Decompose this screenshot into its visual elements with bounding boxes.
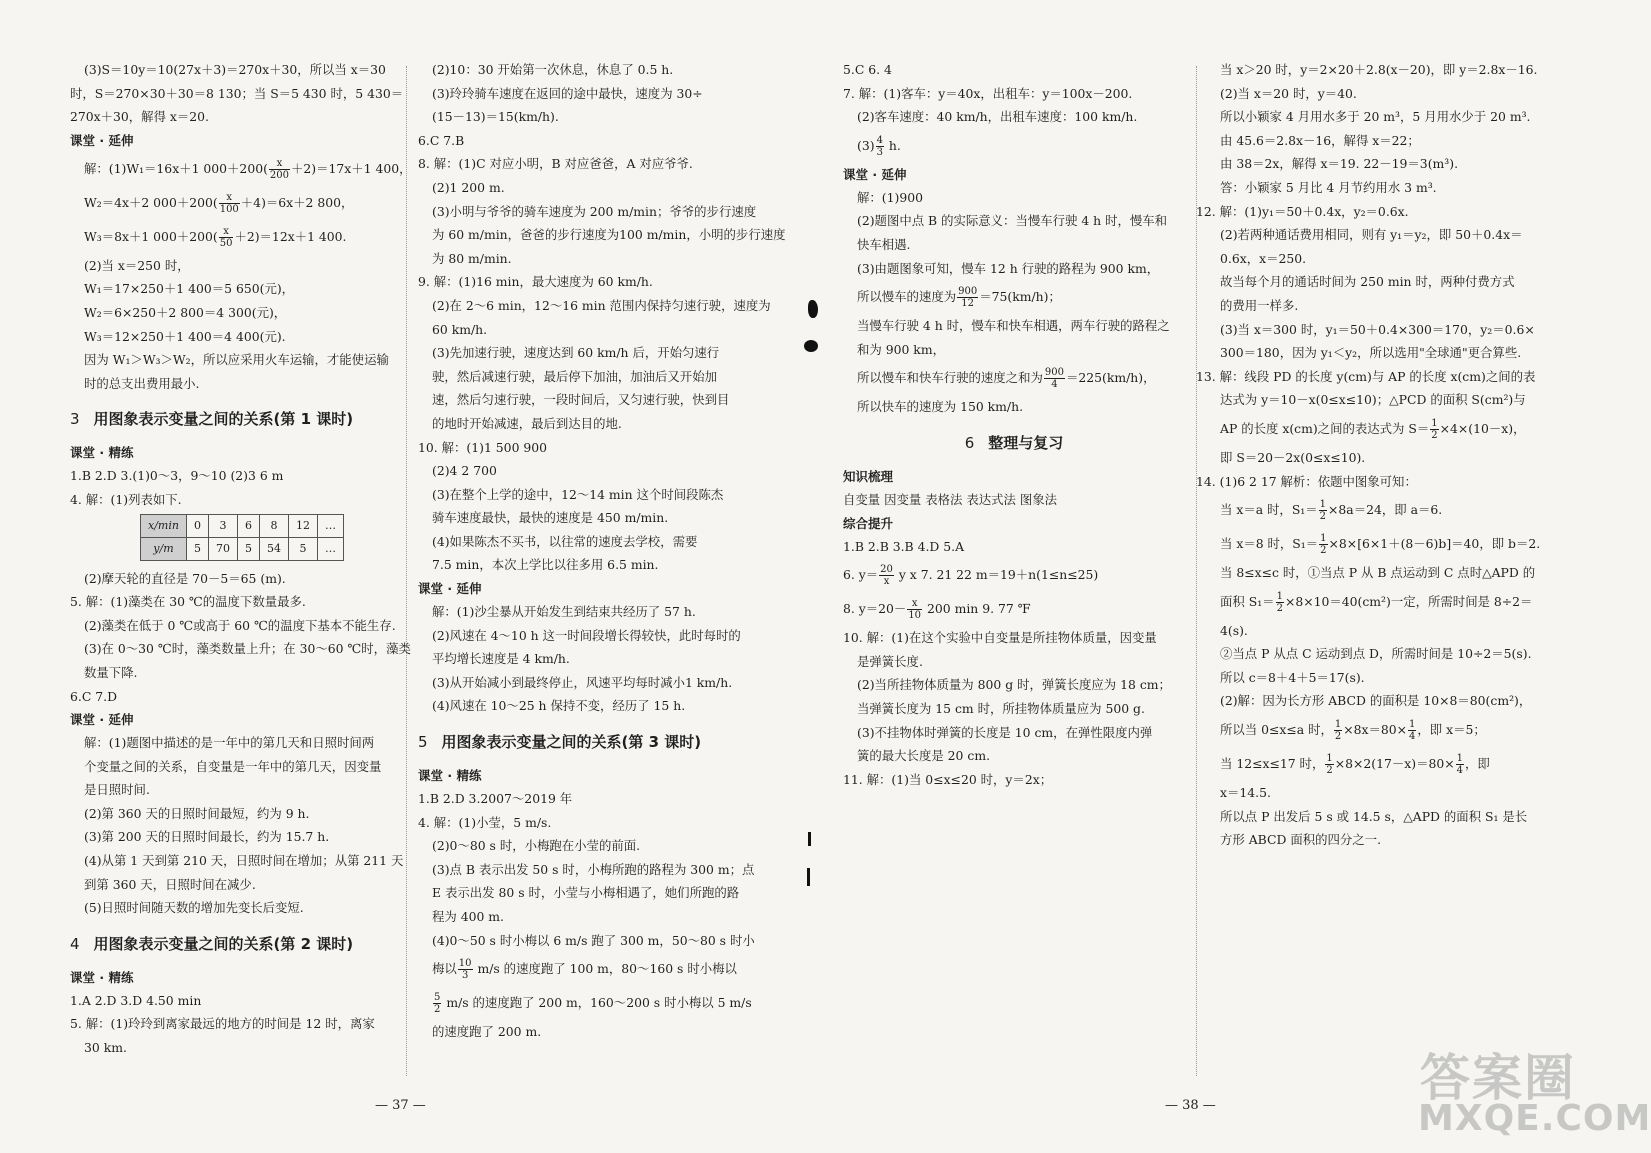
text-line: 达式为 y＝10－x(0≤x≤10)；△PCD 的面积 S(cm²)与 [1220, 392, 1526, 408]
text-line: (2)客车速度：40 km/h，出租车速度：100 km/h. [857, 109, 1138, 125]
formula-line [1220, 747, 1565, 781]
text-line: 因为 W₁＞W₃＞W₂，所以应采用火车运输，才能使运输 [84, 352, 389, 368]
text-line: (3)玲玲骑车速度在返回的途中最快，速度为 30÷ [432, 85, 703, 101]
text-span: ，即 x＝5； [1417, 722, 1486, 738]
text-line: (3)不挂物体时弹簧的长度是 10 cm，在弹性限度内弹 [857, 724, 1153, 740]
text-line: 0.6x，x＝250. [1220, 250, 1307, 266]
numerator: x [269, 158, 290, 170]
text-span: 8. y＝20－ [843, 601, 907, 617]
text-line: 由 38＝2x，解得 x＝19. 22－19＝3(m³). [1220, 156, 1459, 172]
text-line: ②当点 P 从点 C 运动到点 D，所需时间是 10÷2＝5(s). [1220, 646, 1532, 662]
formula-line [1220, 493, 1565, 527]
denominator: x [883, 576, 890, 588]
text-line: 时的总支出费用最小. [84, 375, 200, 391]
formula-line [843, 592, 1185, 626]
lesson-title: 用图象表示变量之间的关系(第 2 课时) [93, 934, 354, 953]
text-span: ＋2)＝12x＋1 400. [234, 228, 347, 244]
fraction [879, 564, 894, 587]
text-span: W₂＝4x＋2 000＋200( [84, 194, 218, 210]
table-row [141, 537, 344, 560]
binding-mark [807, 868, 810, 886]
text-line: 程为 400 m. [432, 909, 504, 924]
answer-line: 6.C 7.D [70, 688, 117, 704]
text-line: (2)摩天轮的直径是 70－5＝65 (m). [84, 570, 286, 586]
text-line: 时，S＝270×30＋30＝8 130；当 S＝5 430 时，5 430＝ [70, 85, 404, 101]
formula-line [70, 152, 412, 186]
text-span: y x 7. 21 22 m＝19＋n(1≤n≤25) [894, 567, 1099, 583]
page-number-right: — 38 — [1165, 1098, 1216, 1113]
text-line: (3)在整个上学的途中，12～14 min 这个时间段陈杰 [432, 486, 724, 502]
answer-line: 9. 解：(1)16 min，最大速度为 60 km/h. [418, 274, 653, 290]
lesson-heading [843, 425, 1185, 461]
text-span: ×8a＝24，即 a＝6. [1328, 502, 1443, 518]
fraction [1456, 753, 1464, 776]
lesson-number: 3 [70, 410, 80, 429]
text-line: 的地时开始减速，最后到达目的地. [432, 415, 622, 431]
text-line: 即 S＝20－2x(0≤x≤10). [1220, 449, 1366, 465]
denominator: 4 [1051, 379, 1058, 391]
section-label: 课堂 · 精练 [70, 969, 134, 985]
text-span: ，即 [1464, 756, 1490, 772]
text-span: ×8x＝80× [1343, 722, 1408, 738]
denominator: 200 [269, 169, 290, 181]
denominator: 4 [1456, 765, 1463, 777]
text-span: h. [884, 137, 901, 153]
text-line: 270x＋30，解得 x＝20. [70, 109, 209, 125]
table-cell: 5 [237, 537, 259, 560]
text-line: 故当每个月的通话时间为 250 min 时，两种付费方式 [1220, 274, 1515, 290]
formula-line [843, 361, 1185, 395]
fraction [907, 598, 922, 621]
fraction [1319, 533, 1327, 556]
numerator: x [219, 226, 234, 238]
text-span: m/s 的速度跑了 100 m，80～160 s 时小梅以 [473, 961, 737, 977]
column-1 [70, 58, 412, 1060]
text-line: (3)当 x＝300 时，y₁＝50＋0.4×300＝170，y₂＝0.6× [1220, 321, 1535, 337]
text-line: (2)第 360 天的日照时间最短，约为 9 h. [84, 805, 310, 821]
fraction [269, 158, 290, 181]
fraction [1325, 753, 1333, 776]
table-cell: 3 [208, 514, 237, 537]
text-line: 是弹簧长度. [857, 653, 923, 669]
answer-line: 5. 解：(1)藻类在 30 ℃的温度下数量最多. [70, 594, 306, 610]
text-span: 200 min 9. 77 ℉ [923, 601, 1031, 617]
text-line: 解：(1)900 [857, 189, 923, 205]
denominator: 2 [1319, 511, 1327, 523]
formula-line [418, 952, 758, 986]
text-span: m/s 的速度跑了 200 m，160～200 s 时小梅以 5 m/s [442, 995, 752, 1011]
text-line: 60 km/h. [432, 321, 488, 337]
fraction [1408, 719, 1416, 742]
denominator: 2 [1276, 602, 1283, 614]
formula-line [1220, 713, 1565, 747]
lesson-title: 整理与复习 [988, 433, 1064, 452]
answer-line: 14. (1)6 2 17 解析：依题中图象可知： [1196, 473, 1417, 489]
text-line: (2)0～80 s 时，小梅跑在小莹的前面. [432, 838, 641, 854]
table-cell: 8 [259, 514, 288, 537]
text-line: (3)第 200 天的日照时间最长，约为 15.7 h. [84, 829, 330, 845]
text-line: (3)由题图象可知，慢车 12 h 行驶的路程为 900 km， [857, 260, 1160, 276]
answer-line: 12. 解：(1)y₁＝50＋0.4x，y₂＝0.6x. [1196, 203, 1409, 219]
formula-line [70, 186, 396, 220]
text-span: AP 的长度 x(cm)之间的表达式为 S＝ [1220, 420, 1430, 436]
formula-line [843, 129, 1185, 163]
numerator: 1 [1326, 753, 1333, 765]
text-line: (2)当所挂物体质量为 800 g 时，弹簧长度应为 18 cm； [857, 677, 1171, 693]
answer-line: 8. 解：(1)C 对应小明，B 对应爸爸，A 对应爷爷. [418, 156, 693, 172]
denominator: 12 [961, 298, 975, 310]
text-line: 是日照时间. [84, 782, 150, 798]
text-span: ×4×(10－x)， [1439, 420, 1526, 436]
section-label: 课堂 · 延伸 [843, 166, 907, 182]
text-line: (2)在 2～6 min，12～16 min 范围内保持匀速行驶，速度为 [432, 297, 771, 313]
text-line: 簧的最大长度是 20 cm. [857, 748, 991, 764]
answer-line: 11. 解：(1)当 0≤x≤20 时，y＝2x； [843, 771, 1053, 787]
watermark-logo: 答案圈 [1420, 1049, 1576, 1107]
answer-line: 10. 解：(1)1 500 900 [418, 439, 548, 455]
fraction [876, 135, 884, 158]
text-span: ＝225(km/h)， [1065, 370, 1156, 386]
text-line: (2)4 2 700 [432, 463, 497, 479]
text-line: 的费用一样多. [1220, 297, 1299, 313]
text-line: (4)如果陈杰不买书，以往常的速度去学校，需要 [432, 533, 698, 549]
numerator: 1 [1320, 533, 1327, 545]
text-span: 解：(1)W₁＝16x＋1 000＋200( [84, 160, 268, 176]
numerator: 4 [876, 134, 883, 146]
formula-line [1220, 585, 1565, 619]
text-line: (2)风速在 4～10 h 这一时间段增长得较快，此时每时的 [432, 627, 741, 643]
text-span: (3) [857, 137, 875, 153]
section-label: 课堂 · 精练 [418, 768, 482, 784]
text-line: 为 80 m/min. [432, 250, 512, 266]
text-span: 当 x＝8 时，S₁＝ [1220, 536, 1319, 552]
answer-line: 1.B 2.D 3.(1)0～3，9～10 (2)3 6 m [70, 468, 284, 484]
text-line: 到第 360 天，日照时间在减少. [84, 876, 256, 892]
fraction [1319, 499, 1327, 522]
table-cell: 54 [259, 537, 288, 560]
formula-line [70, 220, 396, 254]
answer-line: 6.C 7.B [418, 132, 465, 148]
answer-line: 5. 解：(1)玲玲到离家最远的地方的时间是 12 时，离家 [70, 1016, 375, 1032]
denominator: 3 [876, 146, 883, 158]
text-line: (2)1 200 m. [432, 179, 505, 195]
numerator: 20 [880, 564, 893, 576]
column-2 [418, 58, 786, 1044]
denominator: 3 [461, 970, 469, 982]
lesson-number: 4 [70, 934, 80, 953]
text-line: 骑车速度最快，最快的速度是 450 m/min. [432, 510, 669, 526]
text-line: 所以快车的速度为 150 km/h. [857, 399, 1024, 415]
binding-mark [804, 340, 818, 352]
fraction [957, 286, 978, 309]
formula-line [1220, 527, 1565, 561]
denominator: 2 [1326, 765, 1333, 777]
text-line: 30 km. [84, 1040, 127, 1056]
text-line: 答：小颖家 5 月比 4 月节约用水 3 m³. [1220, 179, 1437, 195]
text-span: 面积 S₁＝ [1220, 593, 1275, 609]
numerator: 1 [1456, 753, 1463, 765]
text-span: ＋2)＝17x＋1 400， [291, 160, 412, 176]
text-line: (2)解：因为长方形 ABCD 的面积是 10×8＝80(cm²)， [1220, 693, 1532, 709]
formula-line [1220, 412, 1565, 446]
text-span: ×8×10＝40(cm²)一定，所需时间是 8÷2＝ [1284, 593, 1533, 609]
text-line: 自变量 因变量 表格法 表达式法 图象法 [843, 491, 1058, 507]
section-label: 知识梳理 [843, 468, 894, 484]
fraction [1334, 719, 1342, 742]
text-line: (15－13)＝15(km/h). [432, 109, 559, 125]
text-line: 300＝180，因为 y₁＜y₂，所以选用"全球通"更合算些. [1220, 345, 1522, 361]
text-span: 6. y＝ [843, 567, 879, 583]
fraction [458, 958, 473, 981]
text-line: (3)从开始减小到最终停止，风速平均每时减小1 km/h. [432, 674, 733, 690]
binding-mark [808, 300, 818, 318]
text-line: 当弹簧长度为 15 cm 时，所挂物体质量应为 500 g. [857, 700, 1145, 716]
fraction [1430, 418, 1438, 441]
section-label: 课堂 · 延伸 [70, 132, 134, 148]
text-line: x＝14.5. [1220, 785, 1271, 801]
text-line: 快车相遇. [857, 236, 911, 252]
text-line: 当慢车行驶 4 h 时，慢车和快车相遇，两车行驶的路程之 [857, 318, 1170, 334]
text-line: 当 8≤x≤c 时，①当点 P 从 B 点运动到 C 点时△APD 的 [1220, 565, 1536, 581]
fraction [219, 226, 234, 249]
value-table [140, 514, 344, 561]
table-cell: 70 [208, 537, 237, 560]
table-cell: 0 [186, 514, 208, 537]
formula-line [843, 280, 1185, 314]
answer-line: 13. 解：线段 PD 的长度 y(cm)与 AP 的长度 x(cm)之间的表 [1196, 368, 1536, 384]
fraction [219, 192, 240, 215]
answer-line: 10. 解：(1)在这个实验中自变量是所挂物体质量，因变量 [843, 630, 1157, 646]
answer-line: 1.A 2.D 3.D 4.50 min [70, 992, 202, 1008]
text-line: (2)藻类在低于 0 ℃或高于 60 ℃的温度下基本不能生存. [84, 617, 396, 633]
text-span: ×8×[6×1＋(8－6)b]＝40，即 b＝2. [1328, 536, 1541, 552]
text-span: 当 12≤x≤17 时， [1220, 756, 1325, 772]
text-line: E 表示出发 80 s 时，小莹与小梅相遇了，她们所跑的路 [432, 885, 740, 901]
text-line: 个变量之间的关系，自变量是一年中的第几天，因变量 [84, 758, 382, 774]
table-header: y/m [141, 537, 187, 560]
text-span: ＋4)＝6x＋2 800， [240, 194, 354, 210]
watermark-url: MXQE.COM [1418, 1098, 1651, 1139]
answer-line: 1.B 2.D 3.2007～2019 年 [418, 791, 573, 807]
denominator: 100 [219, 203, 239, 215]
text-line: 平均增长速度是 4 km/h. [432, 651, 570, 667]
text-line: (2)题图中点 B 的实际意义：当慢车行驶 4 h 时，慢车和 [857, 213, 1168, 229]
numerator: 900 [958, 286, 978, 298]
answer-line: 4. 解：(1)小莹，5 m/s. [418, 814, 552, 830]
text-line: (2)当 x＝250 时， [84, 257, 190, 273]
section-label: 课堂 · 延伸 [70, 712, 134, 728]
text-line: (3)S＝10y＝10(27x＋3)＝270x＋30，所以当 x＝30 [84, 62, 386, 77]
numerator: 1 [1334, 719, 1342, 731]
numerator: 5 [434, 992, 441, 1004]
text-line: (3)在 0～30 ℃时，藻类数量上升；在 30～60 ℃时，藻类 [84, 641, 411, 657]
binding-mark [808, 832, 811, 846]
table-row [141, 514, 344, 537]
lesson-number: 5 [418, 733, 428, 752]
fraction [1044, 367, 1065, 390]
text-line: (2)若两种通话费用相同，则有 y₁＝y₂，即 50＋0.4x＝ [1220, 227, 1523, 243]
formula-line [843, 558, 1185, 592]
text-line: 7.5 min，本次上学比以往多用 6.5 min. [432, 557, 659, 573]
table-cell: 6 [237, 514, 259, 537]
denominator: 10 [908, 610, 922, 622]
page-number-left: — 37 — [375, 1098, 426, 1113]
text-span: 梅以 [432, 961, 457, 977]
text-span: ×8×2(17－x)＝80× [1334, 756, 1455, 772]
text-line: 所以点 P 出发后 5 s 或 14.5 s，△APD 的面积 S₁ 是长 [1220, 808, 1528, 824]
table-cell: 12 [288, 514, 317, 537]
text-line: (3)点 B 表示出发 50 s 时，小梅所跑的路程为 300 m；点 [432, 861, 755, 877]
text-line: 由 45.6＝2.8x－16，解得 x＝22； [1220, 132, 1420, 148]
text-line: 4(s). [1220, 622, 1248, 638]
text-line: 数量下降. [84, 664, 138, 680]
lesson-title: 用图象表示变量之间的关系(第 1 课时) [93, 410, 354, 429]
table-cell: … [317, 514, 343, 537]
lesson-heading [418, 724, 758, 760]
text-line: W₁＝17×250＋1 400＝5 650(元)， [84, 281, 295, 297]
text-line: 当 x＞20 时，y＝2×20＋2.8(x－20)，即 y＝2.8x－16. [1220, 62, 1538, 77]
text-line: 速，然后匀速行驶，一段时间后，又匀速行驶，快到目 [432, 392, 730, 408]
lesson-heading [70, 926, 396, 962]
section-label: 课堂 · 精练 [70, 445, 134, 461]
denominator: 4 [1409, 731, 1416, 743]
column-3 [843, 58, 1185, 791]
lesson-title: 用图象表示变量之间的关系(第 3 课时) [441, 733, 702, 752]
text-span: ＝75(km/h)； [979, 289, 1061, 305]
numerator: 1 [1319, 499, 1327, 511]
text-line: (3)先加速行驶，速度达到 60 km/h 后，开始匀速行 [432, 345, 720, 361]
text-line: (4)风速在 10～25 h 保持不变，经历了 15 h. [432, 698, 686, 714]
numerator: 10 [458, 958, 472, 970]
text-line: (5)日照时间随天数的增加先变长后变短. [84, 900, 304, 916]
text-span: 所以慢车的速度为 [857, 289, 957, 305]
text-line: 所以小颖家 4 月用水多于 20 m³，5 月用水少于 20 m³. [1220, 109, 1531, 125]
text-span: 所以慢车和快车行驶的速度之和为 [857, 370, 1043, 386]
text-line: 解：(1)沙尘暴从开始发生到结束共经历了 57 h. [432, 604, 696, 620]
text-line: (2)10：30 开始第一次休息，休息了 0.5 h. [432, 62, 674, 77]
section-label: 综合提升 [843, 515, 894, 531]
text-line: 驶，然后减速行驶，最后停下加油，加油后又开始加 [432, 368, 717, 384]
answer-line: 5.C 6. 4 [843, 62, 892, 77]
table-header: x/min [141, 514, 187, 537]
denominator: 2 [434, 1004, 441, 1016]
numerator: 1 [1276, 590, 1283, 602]
denominator: 50 [219, 237, 233, 249]
numerator: x [907, 598, 922, 610]
lesson-heading [70, 401, 396, 437]
lesson-number: 6 [964, 433, 975, 452]
answer-line: 7. 解：(1)客车：y＝40x，出租车：y＝100x－200. [843, 85, 1133, 101]
column-4 [1196, 58, 1565, 852]
denominator: 2 [1320, 545, 1327, 557]
table-cell: 5 [288, 537, 317, 560]
numerator: 1 [1431, 417, 1438, 429]
section-label: 课堂 · 延伸 [418, 581, 482, 597]
column-divider-left [406, 66, 407, 1076]
denominator: 2 [1431, 429, 1438, 441]
text-line: 为 60 m/min，爸爸的步行速度为100 m/min，小明的步行速度 [432, 227, 786, 243]
answer-line: 4. 解：(1)列表如下. [70, 491, 182, 507]
text-line: W₃＝12×250＋1 400＝4 400(元). [84, 328, 286, 344]
text-line: (4)0～50 s 时小梅以 6 m/s 跑了 300 m，50～80 s 时小 [432, 932, 755, 948]
text-line: 的速度跑了 200 m. [432, 1024, 542, 1040]
text-span: 所以当 0≤x≤a 时， [1220, 722, 1333, 738]
text-span: W₃＝8x＋1 000＋200( [84, 228, 218, 244]
table-cell: … [317, 537, 343, 560]
numerator: x [219, 192, 240, 204]
denominator: 2 [1334, 731, 1342, 743]
answer-line: 1.B 2.B 3.B 4.D 5.A [843, 538, 965, 554]
text-line: (3)小明与爷爷的骑车速度为 200 m/min；爷爷的步行速度 [432, 203, 757, 219]
fraction [433, 992, 441, 1015]
formula-line [418, 986, 758, 1020]
text-line: 和为 900 km， [857, 341, 945, 357]
text-line: 解：(1)题图中描述的是一年中的第几天和日照时间两 [84, 735, 375, 751]
text-line: (4)从第 1 天到第 210 天，日照时间在增加；从第 211 天 [84, 853, 404, 869]
numerator: 900 [1044, 367, 1064, 379]
text-span: 当 x＝a 时，S₁＝ [1220, 502, 1318, 518]
numerator: 1 [1409, 719, 1416, 731]
text-line: W₂＝6×250＋2 800＝4 300(元)， [84, 304, 287, 320]
table-cell: 5 [186, 537, 208, 560]
fraction [1276, 591, 1284, 614]
text-line: 所以 c＝8＋4＋5＝17(s). [1220, 669, 1365, 685]
text-line: 方形 ABCD 面积的四分之一. [1220, 832, 1382, 848]
text-line: (2)当 x＝20 时，y＝40. [1220, 85, 1357, 101]
